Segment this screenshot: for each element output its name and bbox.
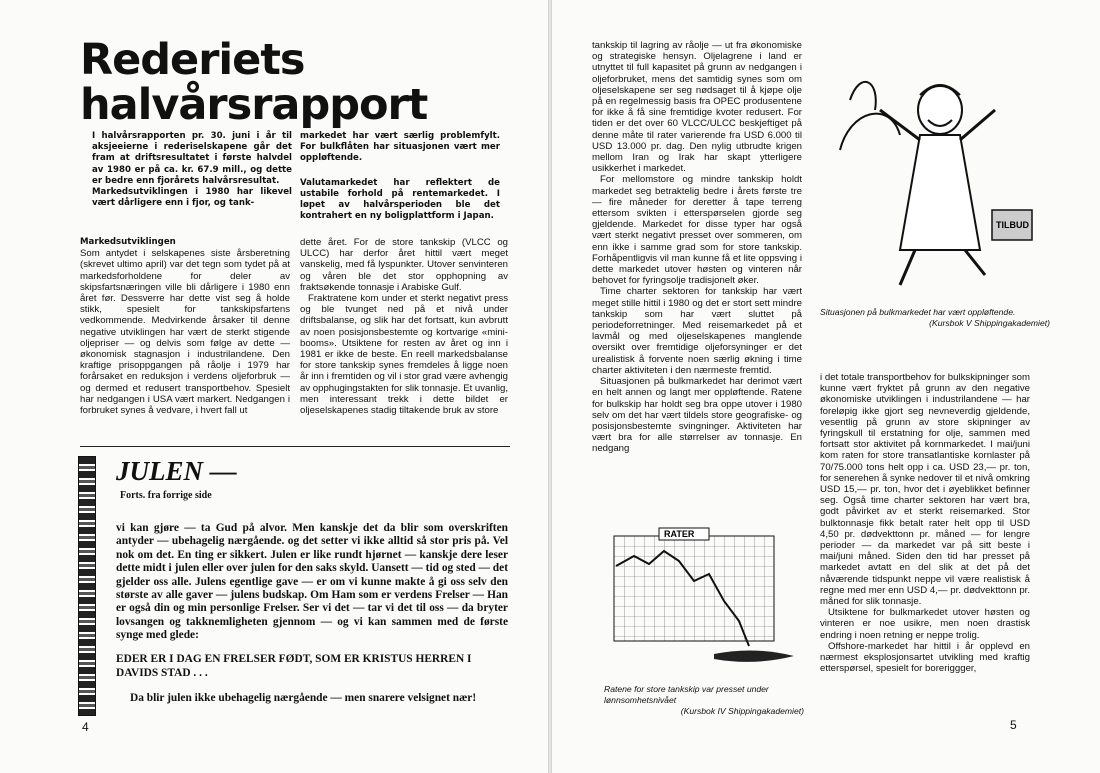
right-text-1: tankskip til lagring av råolje — ut fra økonomiske og strategiske hensyn. Oljelagrene i land er utnyttet til full kapasitet på grunn av nedgangen i oljeforbruket, mens det samtidig synes som om oljeselskapene ser seg nødsaget til å kjøpe olje på en regelmessig basis fra OPEC produsentene for ikke å få sine fremtidige kvoter redusert. For tiden er det over 60 VLCC/ULCC beskjeftiget på denne måte til rater varierende fra USD 6.000 til USD 13.000 pr. dag. Den nylig utbrudte krigen mellom Iran og Irak har skapt ytterligere usikkerhet i markedet. [592,40,802,175]
body-column-1 [80,237,290,416]
right-text-3: Time charter sektoren for tankskip har vært meget stille hittil i 1980 og det er stort sett mindre tankskip som har vært sluttet på periodeforretninger. Med reisemarkedet på et lavmål og med oljeselskapenes manglende oversikt over fremtidige oljeforsyninger er det urealistisk å forvente noen særlig økning i time charter aktiviteten i den nærmeste fremtid. [592,286,802,376]
julen-subtitle: Forts. fra forrige side [120,490,212,501]
julen-quote: EDER ER I DAG EN FRELSER FØDT, SOM ER KRISTUS HERREN I DAVIDS STAD . . . [116,653,472,679]
right-text-6: Utsiktene for bulkmarkedet utover høsten og vinteren er noe usikre, men noen drastisk endring i noen retning er neppe trolig. [820,607,1030,641]
section-divider [80,446,510,447]
sign-text: TILBUD [996,220,1029,230]
headline: Rederiets halvårsrapport [80,35,428,130]
chart-title: RATER [664,529,695,539]
left-page [0,0,548,773]
body-text-1: Som antydet i selskapenes siste årsberetning (skrevet ultimo april) var det tegn som tydet på at markedsforholdene for deler av skipsfartsnæringen ville bli dårligere i 1980 enn året før. Dessverre har dette vist seg å holde stikk, spesielt for tankskipsfartens vedkommende. Medvirkende årsaker til denne negative utviklingen har vært de sterkt stigende oljepriser — og delvis som følge av dette — økonomisk stagnasjon i industrilandene. Den kraftige prisoppgangen på råolje i 1979 har forårsaket en reduksjon i verdens oljeforbruk — og dermed et redusert transportbehov. Spesielt har nedgangen i USA vært markert. Nedgangen i forbruket synes å vedvare, i hvert fall ut [80,248,290,417]
julen-title: JULEN — [116,456,237,486]
right-column-1 [592,40,802,455]
cartoon-happy-man [820,40,1050,295]
caption-top-credit: (Kursbok V Shippingakademiet) [929,318,1050,328]
right-page [552,0,1100,773]
lead-text-2b: Valutamarkedet har reflektert de ustabile forhold på rentemarkedet. I løpet av halvårsperioden ble det kontrahert en ny boligplattform i Japan. [300,177,500,222]
body-column-2 [300,237,508,416]
page-number-right: 5 [1010,718,1017,732]
lead-text-1b: Markedsutviklingen i 1980 har likevel vært dårligere enn i fjor, og tank- [92,187,292,209]
julen-closing: Da blir julen ikke ubehagelig nærgående — men snarere velsignet nær! [130,692,477,704]
right-text-7: Offshore-markedet har hittil i år opplevd en nærmest eksplosjonsartet utvikling med kraftig etterspørsel, spesielt for boreriggger, [820,640,1030,675]
cartoon-falling-chart [604,526,804,676]
caption-bottom [604,684,804,717]
lead-column-1 [92,131,292,209]
caption-top [820,307,1050,329]
julen-article [78,456,518,714]
caption-bottom-text: Ratene for store tankskip var presset under lønnsomhetsnivået [604,684,769,705]
julen-body: vi kan gjøre — ta Gud på alvor. Men kanskje det da blir som overskriften antyder — ubehagelig nærgående. og det setter vi ikke alltid så stor pris på. Vel nok om det. En ting er sikkert. Julen er like rundt hjørnet — kanskje dere leser dette midt i julen eller over julen for den saks skyld. Uansett — tid og sted — det gjelder oss alle. Julens egentlige gave — er om vi kunne makte å gi oss selv den største av alle gaver — julens budskap. Om Ham som er verdens Frelser — Han er også din og min personlige Frelser. Ser vi det — tar vi det til oss — da bryter lovsangen og takknemligheten gjennom — og vi kan sammen med de første synge med glede: [116,522,508,642]
right-text-2: For mellomstore og mindre tankskip holdt markedet seg betraktelig bedre i årets første tre — fire måneder for deretter å tape terreng ettersom svikten i etterspørselen gjorde seg gjeldende. Markedet for disse typer har også vært sterkt negativt presset over sommeren, om enn ikke i samme grad som for store tankskip. Forhåpentligvis vil man kunne få et lite oppsving i dette markedet utover høsten og vinteren når behovet for fyringsolje tradisjonelt øker. [592,174,802,287]
body-text-2a: dette året. For de store tankskip (VLCC og ULCC) har derfor året hittil vært meget vanskelig, med få lyspunkter. Utover senvinteren og våren ble det stor opphopning av fraktsøkende tonnasje i Arabiske Gulf. [300,237,508,293]
lead-text-2: markedet har vært særlig problemfylt. For bulkflåten har situasjonen vært mer oppløftende. [300,131,500,164]
section-subhead: Markedsutviklingen [80,237,176,247]
lead-column-2 [300,131,500,222]
caption-top-text: Situasjonen på bulkmarkedet har vært oppløftende. [820,307,1016,317]
lead-text-1: I halvårsrapporten pr. 30. juni i år til aksjeeierne i rederiselskapene går det fram at driftsresultatet i første halvdel av 1980 er på ca. kr. 67.9 mill., og dette er bedre enn fjorårets halvårsresultat. [92,131,292,186]
right-text-5: i det totale transportbehov for bulkskipninger som kunne vært fryktet på grunn av den negative økonomiske utviklingen i industrilandene — har foreløpig ikke gjort seg nevneverdig gjeldende, vesentlig på grunn av store skipninger av fyringskull til erstatning for olje, sammen med fortsatt stor aktivitet på kornmarkedet. I mai/juni kom raten for store transatlantiske kornlaster på 70/75.000 tons helt opp i ca. USD 23,— pr. ton, for senerehen å synke nedover til et nivå omkring USD 15,— pr. ton, hvor det i øyeblikket befinner seg. Også time charter sektoren har vært bra, godt påvirket av et sterkt reisemarked. Stor bulktonnasje fikk betalt rater helt opp til USD 4,50 pr. dødvekttonn pr. måned — for lengre perioder — da markedet var på sitt beste i mai/juni måned. Siden den tid har presset på markedet avtatt en del slik at det på det nåværende tidspunkt neppe vil være realistisk å regne med mer enn USD 4,— pr. dødvekttonn pr. måned for slik tonnasje. [820,372,1030,608]
right-column-2 [820,372,1030,674]
page-number-left: 4 [82,720,89,734]
caption-bottom-credit: (Kursbok IV Shippingakademiet) [680,706,804,716]
right-text-4: Situasjonen på bulkmarkedet har derimot vært en helt annen og langt mer oppløftende. Ratene for bulkskip har holdt seg bra oppe utover i 1980 selv om det har vært tildels store geografiske- og posisjonsbestemte svingninger. Aktiviteten har vært bra for alle størrelser av tonnasje. En nedgang [592,376,802,455]
body-text-2b: Fraktratene kom under et sterkt negativt press og ble tvunget ned på et nivå under driftsbalanse, og slik har det fortsatt, kun avbrutt av noen posisjonsbestemte og kortvarige «mini-booms». Utsiktene for resten av året og inn i 1981 er ikke de beste. En reell markedsbalanse for store tankskip synes fremdeles å ligge noen år inn i fremtiden og vil i stor grad være avhengig av opphugingstakten for slik tonnasje. Et uvanlig, men interessant trekk i dette bildet er oljeselskapenes stadig tiltakende bruk av store [300,293,508,417]
decorative-border [78,456,96,716]
